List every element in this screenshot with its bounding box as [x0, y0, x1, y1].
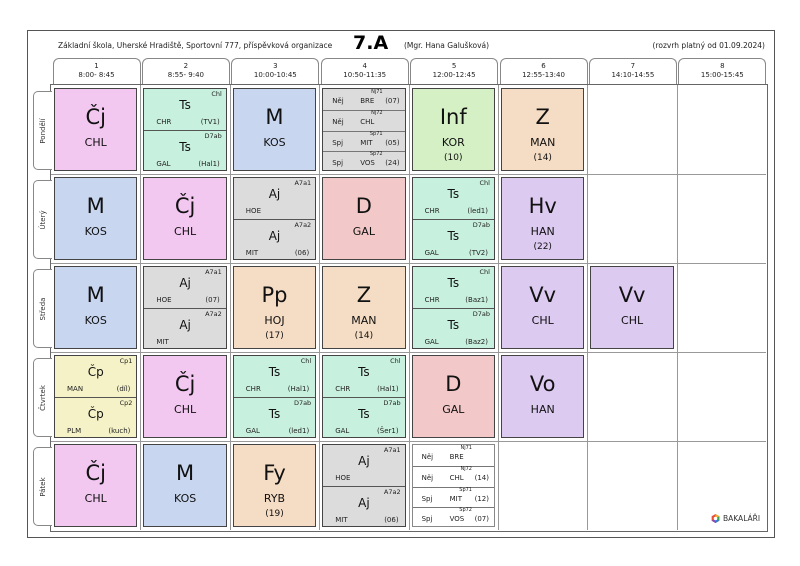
- teacher-code: GAL: [245, 426, 260, 435]
- bakalari-logo-icon: [711, 514, 720, 523]
- period-header: [142, 58, 230, 85]
- cell-divider: [323, 131, 404, 132]
- teacher-code: GAL: [424, 248, 439, 257]
- group-code: A7a2: [294, 220, 312, 229]
- subject-code: Čj: [174, 372, 196, 396]
- subject-code: Spj: [332, 159, 344, 168]
- period-time: 15:00-15:45: [700, 71, 744, 79]
- group-code: Nj71: [460, 445, 472, 451]
- cell-divider: [144, 308, 225, 309]
- period-time: 10:50-11:35: [343, 71, 387, 79]
- room-code: (kuch): [108, 426, 131, 435]
- lesson-cell: [412, 177, 495, 260]
- group-code: Nj71: [371, 89, 383, 95]
- cell-divider: [234, 219, 315, 220]
- subject-code: Ts: [268, 365, 281, 379]
- period-header: [321, 58, 409, 85]
- room-code: (led1): [288, 426, 310, 435]
- subject-code: Aj: [268, 228, 281, 243]
- room-code: (19): [265, 509, 284, 519]
- period-time: 12:00-12:45: [432, 71, 476, 79]
- bakalari-logo: [711, 514, 760, 523]
- lesson-cell: [412, 88, 495, 171]
- valid-from: (rozvrh platný od 01.09.2024): [652, 41, 765, 50]
- period-header: [589, 58, 677, 85]
- room-code: (Hal1): [198, 159, 220, 168]
- lesson-cell: [54, 88, 137, 171]
- subject-code: Ts: [447, 317, 460, 332]
- teacher-code: KOS: [173, 492, 197, 505]
- subject-code: Pp: [261, 283, 288, 307]
- day-label: [33, 91, 52, 170]
- subject-code: M: [86, 283, 105, 307]
- subject-code: Hv: [528, 194, 557, 218]
- cell-divider: [144, 130, 225, 131]
- room-code: (24): [385, 159, 400, 168]
- lesson-cell: [143, 355, 226, 438]
- teacher-code: MAN: [351, 314, 377, 327]
- group-code: Chl: [390, 357, 401, 365]
- day-name: Čtvrtek: [39, 384, 47, 411]
- lesson-cell: [143, 177, 226, 260]
- period-number: 4: [362, 62, 367, 70]
- subject-code: Ts: [447, 276, 460, 290]
- room-code: (12): [474, 494, 489, 503]
- lesson-cell: [412, 444, 495, 527]
- lesson-cell: [590, 266, 673, 349]
- room-code: (Šer1): [377, 426, 399, 435]
- teacher-code: CHR: [245, 385, 261, 393]
- school-name: Základní škola, Uherské Hradiště, Sportovní 777, příspěvková organizace: [58, 41, 333, 50]
- lesson-cell: [501, 355, 584, 438]
- group-code: D7ab: [293, 398, 312, 407]
- lesson-cell: [412, 355, 495, 438]
- subject-code: D: [445, 372, 462, 396]
- teacher-code: KOR: [441, 136, 465, 149]
- grid-row-line: [51, 352, 766, 353]
- teacher-code: CHL: [449, 473, 464, 482]
- grid-column-line: [140, 85, 141, 530]
- period-header: [410, 58, 498, 85]
- day-label: [33, 269, 52, 348]
- room-code: (14): [474, 473, 489, 482]
- subject-code: Čp: [87, 406, 104, 421]
- room-code: (05): [385, 138, 400, 147]
- room-code: (TV1): [200, 118, 220, 126]
- subject-code: Spj: [421, 515, 433, 524]
- teacher-code: MIT: [156, 337, 169, 346]
- subject-code: Fy: [263, 461, 286, 485]
- group-code: A7a2: [205, 309, 222, 318]
- group-code: D7ab: [204, 131, 222, 140]
- group-code: Chl: [479, 268, 490, 276]
- subject-code: Aj: [358, 495, 370, 510]
- period-number: 5: [451, 62, 457, 70]
- period-time: 12:55-13:40: [522, 71, 565, 79]
- subject-code: Spj: [421, 494, 433, 503]
- teacher-code: GAL: [335, 426, 350, 435]
- lesson-cell: [322, 355, 405, 438]
- class-teacher: (Mgr. Hana Galušková): [404, 41, 490, 50]
- group-code: Cp1: [119, 357, 133, 365]
- period-header: [500, 58, 588, 85]
- subject-code: Spj: [332, 138, 344, 147]
- teacher-code: MAN: [67, 385, 84, 393]
- lesson-cell: [412, 266, 495, 349]
- subject-code: Z: [356, 283, 372, 307]
- period-number: 3: [273, 62, 278, 70]
- teacher-code: KOS: [84, 225, 107, 238]
- grid-column-line: [409, 85, 410, 530]
- teacher-code: CHL: [174, 225, 197, 238]
- subject-code: Z: [535, 105, 550, 129]
- subject-code: Ts: [358, 365, 370, 379]
- room-code: (07): [474, 515, 489, 524]
- subject-code: Ts: [179, 98, 191, 112]
- cell-divider: [323, 397, 404, 398]
- subject-code: Něj: [421, 473, 434, 482]
- logo-text: BAKALÁŘI: [723, 514, 761, 523]
- period-number: 6: [541, 62, 546, 70]
- cell-divider: [413, 487, 494, 488]
- subject-code: Aj: [358, 454, 370, 468]
- teacher-code: HOJ: [264, 314, 285, 327]
- lesson-cell: [322, 88, 405, 171]
- group-code: A7a1: [294, 179, 312, 187]
- lesson-cell: [501, 266, 584, 349]
- room-code: (07): [205, 296, 220, 304]
- cell-divider: [55, 397, 136, 398]
- teacher-code: MIT: [335, 515, 348, 524]
- teacher-code: CHR: [424, 207, 440, 215]
- room-code: (06): [294, 248, 310, 257]
- group-code: Nj72: [460, 465, 472, 472]
- teacher-code: HAN: [530, 225, 555, 238]
- room-code: (led1): [467, 207, 488, 215]
- grid-column-line: [498, 85, 499, 530]
- teacher-code: HOE: [156, 296, 172, 304]
- group-code: D7ab: [383, 398, 401, 407]
- lesson-cell: [322, 444, 405, 527]
- period-time: 14:10-14:55: [611, 71, 655, 79]
- period-time: 8:00- 8:45: [78, 71, 115, 79]
- period-time: 8:55- 9:40: [167, 71, 204, 79]
- subject-code: Čj: [174, 194, 196, 218]
- lesson-cell: [233, 444, 316, 527]
- subject-code: Aj: [179, 317, 191, 332]
- subject-code: Něj: [332, 117, 344, 126]
- group-code: Chl: [479, 179, 490, 187]
- subject-code: M: [86, 194, 105, 218]
- lesson-cell: [54, 177, 137, 260]
- group-code: Cp2: [119, 398, 133, 407]
- period-number: 8: [720, 62, 725, 70]
- day-name: Středa: [39, 297, 47, 320]
- period-number: 2: [183, 62, 189, 70]
- grid-row-line: [51, 174, 766, 175]
- teacher-code: VOS: [360, 159, 375, 168]
- group-code: A7a1: [383, 446, 401, 454]
- lesson-cell: [143, 88, 226, 171]
- lesson-cell: [233, 88, 316, 171]
- day-label: [33, 180, 52, 259]
- group-code: Chl: [300, 357, 312, 365]
- group-code: Sp72: [369, 151, 383, 158]
- subject-code: Něj: [332, 97, 344, 105]
- lesson-cell: [322, 266, 405, 349]
- group-code: Chl: [211, 90, 222, 98]
- subject-code: Vv: [529, 283, 557, 307]
- lesson-cell: [322, 177, 405, 260]
- lesson-cell: [54, 444, 137, 527]
- room-code: (17): [265, 331, 284, 341]
- group-code: D7ab: [472, 309, 490, 318]
- room-code: (Hal1): [287, 385, 310, 393]
- subject-code: Čp: [87, 365, 104, 379]
- day-name: Úterý: [39, 209, 47, 230]
- teacher-code: CHL: [174, 403, 197, 416]
- subject-code: Čj: [85, 461, 106, 485]
- subject-code: Aj: [268, 187, 281, 201]
- lesson-cell: [143, 444, 226, 527]
- period-number: 7: [630, 62, 636, 70]
- day-label: [33, 358, 52, 437]
- subject-code: Ts: [179, 139, 191, 154]
- cell-divider: [234, 397, 315, 398]
- cell-divider: [413, 219, 494, 220]
- room-code: (díl): [116, 385, 131, 393]
- cell-divider: [413, 507, 494, 508]
- period-header: [53, 58, 141, 85]
- teacher-code: CHL: [360, 117, 375, 126]
- teacher-code: GAL: [156, 159, 171, 168]
- subject-code: Ts: [268, 406, 281, 421]
- teacher-code: CHL: [531, 314, 554, 327]
- period-header: [678, 58, 766, 85]
- grid-column-line: [319, 85, 320, 530]
- teacher-code: KOS: [263, 136, 286, 149]
- teacher-code: MIT: [245, 248, 259, 257]
- group-code: Nj72: [371, 109, 383, 116]
- day-name: Pátek: [39, 476, 47, 497]
- lesson-cell: [54, 266, 137, 349]
- room-code: (14): [354, 331, 374, 341]
- subject-code: Ts: [447, 187, 460, 201]
- group-code: Sp71: [369, 130, 383, 137]
- lesson-cell: [233, 266, 316, 349]
- teacher-code: BRE: [449, 453, 464, 461]
- teacher-code: GAL: [442, 403, 465, 416]
- teacher-code: CHL: [621, 314, 644, 327]
- group-code: D7ab: [472, 220, 490, 229]
- group-code: A7a1: [205, 268, 222, 276]
- teacher-code: MIT: [449, 494, 462, 503]
- room-code: (14): [533, 153, 552, 163]
- lesson-cell: [233, 355, 316, 438]
- subject-code: Něj: [421, 453, 434, 461]
- group-code: Sp71: [459, 486, 472, 493]
- grid-column-line: [677, 85, 678, 530]
- teacher-code: KOS: [84, 314, 107, 327]
- period-number: 1: [94, 62, 99, 70]
- lesson-cell: [54, 355, 137, 438]
- subject-code: Vv: [618, 283, 646, 307]
- group-code: Sp72: [459, 507, 472, 514]
- teacher-code: HOE: [245, 207, 261, 215]
- cell-divider: [323, 110, 404, 111]
- subject-code: Inf: [439, 105, 467, 129]
- teacher-code: GAL: [424, 337, 439, 346]
- room-code: (06): [384, 515, 399, 524]
- teacher-code: MAN: [530, 136, 556, 149]
- cell-divider: [413, 308, 494, 309]
- room-code: (TV2): [469, 248, 488, 257]
- lesson-cell: [143, 266, 226, 349]
- room-code: (Baz1): [465, 296, 488, 304]
- period-header: [231, 58, 319, 85]
- teacher-code: BRE: [360, 97, 375, 105]
- teacher-code: CHR: [156, 118, 172, 126]
- class-title: 7.A: [353, 32, 389, 54]
- lesson-cell: [501, 88, 584, 171]
- teacher-code: CHL: [84, 136, 107, 149]
- teacher-code: CHR: [335, 385, 351, 393]
- grid-column-line: [230, 85, 231, 530]
- cell-divider: [413, 466, 494, 467]
- day-label: [33, 447, 52, 526]
- grid-row-line: [51, 441, 766, 442]
- teacher-code: CHR: [424, 296, 440, 304]
- grid-row-line: [51, 263, 766, 264]
- room-code: (10): [444, 153, 463, 163]
- lesson-cell: [233, 177, 316, 260]
- group-code: A7a2: [383, 487, 401, 496]
- cell-divider: [323, 151, 404, 152]
- teacher-code: GAL: [352, 225, 375, 238]
- room-code: (22): [533, 242, 552, 252]
- lesson-cell: [501, 177, 584, 260]
- subject-code: Čj: [85, 105, 106, 129]
- subject-code: Vo: [529, 372, 556, 396]
- subject-code: Ts: [447, 228, 460, 243]
- teacher-code: PLM: [67, 426, 82, 435]
- period-time: 10:00-10:45: [253, 71, 297, 79]
- teacher-code: CHL: [84, 492, 107, 505]
- room-code: (Baz2): [465, 337, 488, 346]
- teacher-code: HAN: [530, 403, 555, 416]
- teacher-code: VOS: [449, 515, 465, 524]
- cell-divider: [323, 486, 404, 487]
- subject-code: Aj: [179, 276, 191, 290]
- teacher-code: RYB: [263, 492, 286, 505]
- subject-code: M: [265, 105, 284, 129]
- subject-code: M: [176, 461, 195, 485]
- teacher-code: HOE: [335, 474, 351, 482]
- subject-code: Ts: [358, 406, 370, 421]
- subject-code: D: [355, 194, 372, 218]
- teacher-code: MIT: [360, 138, 373, 147]
- room-code: (Hal1): [377, 385, 399, 393]
- day-name: Pondělí: [39, 117, 47, 144]
- room-code: (07): [385, 97, 400, 105]
- grid-column-line: [587, 85, 588, 530]
